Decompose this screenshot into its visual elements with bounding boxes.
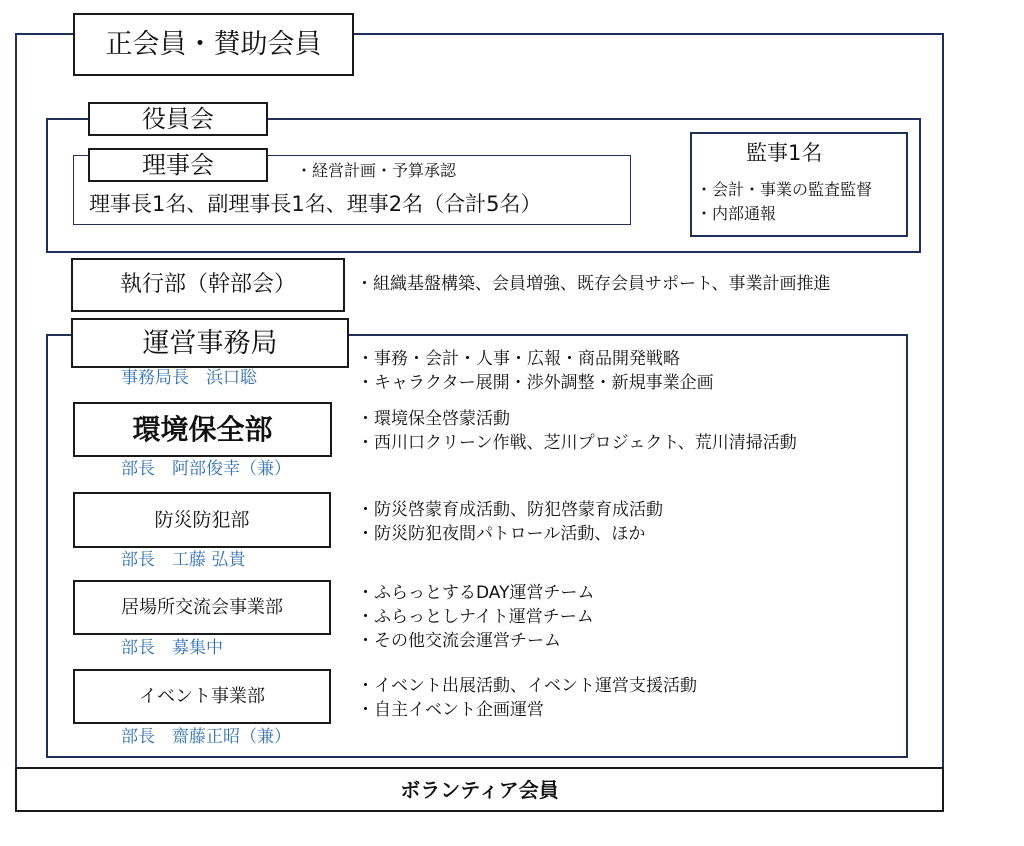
department-duties-environment [357,407,797,455]
department-duties-event [357,674,697,722]
department-head-environment: 部長 阿部俊幸（兼） [121,459,291,479]
department-name-event: イベント事業部 [139,685,265,707]
department-name-disaster: 防災防犯部 [154,508,250,531]
directors-title: 理事会 [142,151,214,179]
department-duty-environment-1: ・環境保全啓蒙活動 [357,409,510,429]
department-duty-environment-2: ・西川口クリーン作戦、芝川プロジェクト、荒川清掃活動 [357,433,797,453]
department-duties-community [357,581,595,653]
auditor-title: 監事1名 [746,141,823,165]
department-duty-event-2: ・自主イベント企画運営 [357,700,544,720]
department-duty-event-1: ・イベント出展活動、イベント運営支援活動 [357,676,697,696]
board-title-box [88,102,268,136]
directors-title-box [88,148,268,182]
directors-note: ・経営計画・予算承認 [296,161,457,180]
department-duty-community-3: ・その他交流会運営チーム [357,631,561,651]
department-duty-disaster-1: ・防災啓蒙育成活動、防犯啓蒙育成活動 [357,500,663,520]
secretariat-duties [357,347,714,395]
department-name-environment: 環境保全部 [132,412,273,446]
members-title-box [73,13,354,76]
department-name-community: 居場所交流会事業部 [121,596,283,618]
secretariat-title-box [71,318,349,368]
department-box-event [73,669,331,724]
executive-duty-1: ・組織基盤構築、会員増強、既存会員サポート、事業計画推進 [356,274,831,294]
auditor-duty-1: ・会計・事業の監査監督 [696,180,873,199]
volunteers-box [15,767,944,812]
members-title: 正会員・賛助会員 [105,29,322,60]
department-box-environment [73,402,332,457]
board-title: 役員会 [142,105,214,133]
executive-title: 執行部（幹部会） [119,272,296,297]
auditor-duties [696,178,872,226]
department-head-community: 部長 募集中 [121,638,223,658]
department-duty-community-2: ・ふらっとしナイト運営チーム [357,607,594,627]
department-duty-disaster-2: ・防災防犯夜間パトロール活動、ほか [357,524,646,544]
secretariat-title: 運営事務局 [142,327,278,359]
directors-composition: 理事長1名、副理事長1名、理事2名（合計5名） [89,192,542,216]
executive-duties [356,272,830,296]
executive-box [71,258,345,312]
secretariat-head: 事務局長 浜口聡 [121,368,257,388]
secretariat-duty-2: ・キャラクター展開・渉外調整・新規事業企画 [357,373,714,393]
department-box-disaster [73,492,331,548]
department-head-event: 部長 齋藤正昭（兼） [121,727,291,747]
department-head-disaster: 部長 工藤 弘貴 [121,550,246,570]
department-box-community [73,580,331,635]
department-duties-disaster [357,498,663,546]
secretariat-duty-1: ・事務・会計・人事・広報・商品開発戦略 [357,349,680,369]
department-duty-community-1: ・ふらっとするDAY運営チーム [357,583,595,603]
volunteers-title: ボランティア会員 [400,777,559,802]
auditor-duty-2: ・内部通報 [696,204,777,223]
